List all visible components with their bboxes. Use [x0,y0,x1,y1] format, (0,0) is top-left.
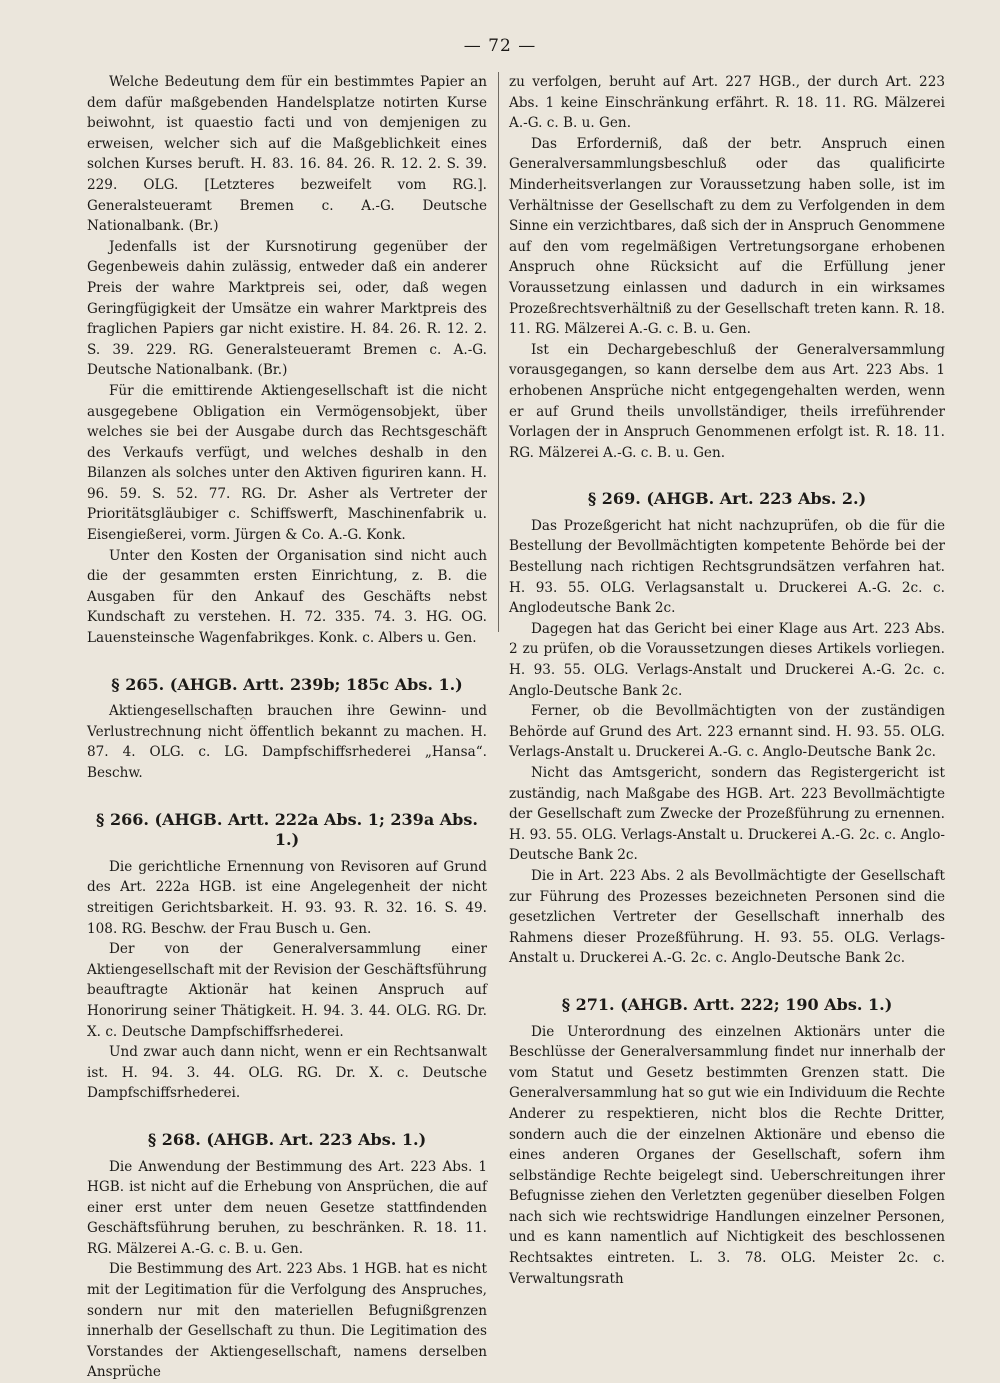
paragraph: Die in Art. 223 Abs. 2 als Bevollmächtigte der Gesellschaft zur Führung des Prozesses bezeichneten Personen sind die gesetzlichen Vertreter der Gesellschaft innerhalb des Rahmens dieser Prozeßführung. H. 93. 55. OLG. Verlags-Anstalt u. Druckerei A.-G. 2c. c. Anglo-Deutsche Bank 2c. [509,867,945,967]
paragraph: Für die emittirende Aktiengesellschaft ist die nicht ausgegebene Obligation ein Vermögensobjekt, über welches sie bei der Ausgabe durch das Rechtsgeschäft des Verkaufs verfügt, und welches deshalb in den Bilanzen als solches unter den Aktiven figuriren kann. H. 96. 59. S. 52. 77. RG. Dr. Asher als Vertreter der Prioritätsgläubiger c. Schiffswerft, Maschinenfabrik u. Eisengießerei, vorm. Jürgen & Co. A.-G. Konk. [87,382,487,544]
paragraph: Ist ein Dechargebeschluß der Generalversammlung vorausgegangen, so kann derselbe dem aus Art. 223 Abs. 1 erhobenen Ansprüche nicht entgegengehalten werden, wenn er auf Grund theils unvollständiger, theils irreführender Vorlagen der in Anspruch Genommenen erfolgt ist. R. 18. 11. RG. Mälzerei A.-G. c. B. u. Gen. [509,341,945,461]
paragraph: Und zwar auch dann nicht, wenn er ein Rechtsanwalt ist. H. 94. 3. 44. OLG. RG. Dr. X. c. Deutsche Dampfschiffsrhederei. [87,1044,487,1102]
paragraph: Der von der Generalversammlung einer Aktiengesellschaft mit der Revision der Geschäftsführung beauftragte Aktionär hat keinen Anspruch auf Honorirung seiner Thätigkeit. H. 94. 3. 44. OLG. RG. Dr. X. c. Deutsche Dampfschiffsrhederei. [87,941,487,1040]
column-divider [498,72,499,632]
left-column [87,72,487,1383]
paragraph: Jedenfalls ist der Kursnotirung gegenüber der Gegenbeweis dahin zulässig, entweder daß ein anderer Preis der wahre Marktpreis sei, oder, daß wegen Geringfügigkeit der Umsätze ein wahrer Marktpreis des fraglichen Papiers gar nicht existire. H. 84. 26. R. 12. 2. S. 39. 229. RG. Generalsteueramt Bremen c. A.-G. Deutsche Nationalbank. (Br.) [87,238,487,379]
paragraph: Welche Bedeutung dem für ein bestimmtes Papier an dem dafür maßgebenden Handelsplatze notirten Kurse beiwohnt, ist quaestio facti und von demjenigen zu erweisen, welcher sich auf die Maßgeblichkeit eines solchen Kurses beruft. H. 83. 16. 84. 26. R. 12. 2. S. 39. 229. OLG. [Letzteres bezweifelt vom RG.]. Generalsteueramt Bremen c. A.-G. Deutsche Nationalbank. (Br.) [87,74,487,235]
paragraph: Die Anwendung der Bestimmung des Art. 223 Abs. 1 HGB. ist nicht auf die Erhebung von Ansprüchen, die auf einer erst unter dem neuen Gesetze stattfindenden Geschäftsführung beruhen, zu beschränken. R. 18. 11. RG. Mälzerei A.-G. c. B. u. Gen. [87,1158,487,1257]
paragraph: Das Erforderniß, daß der betr. Anspruch einen Generalversammlungsbeschluß oder das qualificirte Minderheitsverlangen zur Voraussetzung haben solle, ist im Verhältnisse der Gesellschaft zu dem zu Verfolgenden in dem Sinne ein verzichtbares, daß sich der in Anspruch Genommene auf den vom regelmäßigen Vertretungsorgane erhobenen Anspruch ohne Rücksicht auf die Erfüllung jener Voraussetzung einlassen und dadurch in ein wirksames Prozeßrechtsverhältniß zu der Gesellschaft treten kann. R. 18. 11. RG. Mälzerei A.-G. c. B. u. Gen. [509,135,945,338]
section-heading-266: § 266. (AHGB. Artt. 222a Abs. 1; 239a Abs. 1.) [96,809,478,850]
paragraph: zu verfolgen, beruht auf Art. 227 HGB., der durch Art. 223 Abs. 1 keine Einschränkung erfährt. R. 18. 11. RG. Mälzerei A.-G. c. B. u. Gen. [509,74,945,132]
paragraph: Nicht das Amtsgericht, sondern das Registergericht ist zuständig, nach Maßgabe des HGB. Art. 223 Bevollmächtigte der Gesellschaft zum Zwecke der Prozeßführung zu ernennen. H. 93. 55. OLG. Verlags-Anstalt u. Druckerei A.-G. 2c. c. Anglo-Deutsche Bank 2c. [509,765,945,864]
paragraph: Die gerichtliche Ernennung von Revisoren auf Grund des Art. 222a HGB. ist eine Angelegenheit der nicht streitigen Gerichtsbarkeit. H. 93. 93. R. 32. 16. S. 49. 108. RG. Beschw. der Frau Busch u. Gen. [87,858,487,937]
paragraph: Das Prozeßgericht hat nicht nachzuprüfen, ob die für die Bestellung der Bevollmächtigten kompetente Behörde bei der Bestellung nach richtigen Rechtsgrundsätzen verfahren hat. H. 93. 55. OLG. Verlagsanstalt u. Druckerei A.-G. 2c. c. Anglodeutsche Bank 2c. [509,517,945,617]
paragraph: Dagegen hat das Gericht bei einer Klage aus Art. 223 Abs. 2 zu prüfen, ob die Voraussetzungen dieses Artikels vorliegen. H. 93. 55. OLG. Verlags-Anstalt und Druckerei A.-G. 2c. c. Anglo-Deutsche Bank 2c. [509,620,945,699]
section-heading-268: § 268. (AHGB. Art. 223 Abs. 1.) [147,1129,427,1149]
paragraph: Ferner, ob die Bevollmächtigten von der zuständigen Behörde auf Grund des Art. 223 ernannt sind. H. 93. 55. OLG. Verlags-Anstalt u. Druckerei A.-G. c. Anglo-Deutsche Bank 2c. [509,703,945,761]
right-column [509,72,945,1289]
section-heading-265: § 265. (AHGB. Artt. 239b; 185c Abs. 1.) [111,674,463,694]
paragraph: Die Bestimmung des Art. 223 Abs. 1 HGB. hat es nicht mit der Legitimation für die Verfolgung des Anspruches, sondern nur mit den materiellen Befugnißgrenzen innerhalb der Gesellschaft zu thun. Die Legitimation des Vorstandes der Aktiengesellschaft, namens derselben Ansprüche [87,1261,487,1381]
page-number: — 72 — [463,36,537,56]
caret-mark-icon: ^ [239,716,248,727]
paragraph: Unter den Kosten der Organisation sind nicht auch die der gesammten ersten Einrichtung, z. B. die Ausgaben für den Ankauf des Geschäfts nebst Kundschaft zu verstehen. H. 72. 335. 74. 3. HG. OG. Lauensteinsche Wagenfabrikges. Konk. c. Albers u. Gen. [87,547,487,647]
section-heading-271: § 271. (AHGB. Artt. 222; 190 Abs. 1.) [561,994,893,1014]
section-heading-269: § 269. (AHGB. Art. 223 Abs. 2.) [587,489,867,509]
paragraph: Aktiengesellschaften brauchen ihre Gewinn- und Verlustrechnung nicht öffentlich bekannt zu machen. H. 87. 4. OLG. c. LG. Dampfschiffsrhederei „Hansa“. Beschw. [87,703,487,781]
paragraph: Die Unterordnung des einzelnen Aktionärs unter die Beschlüsse der Generalversammlung findet nur innerhalb der vom Statut und Gesetz bestimmten Grenzen statt. Die Generalversammlung hat so gut wie ein Individuum die Rechte Anderer zu respektieren, nicht blos die Rechte Dritter, sondern auch die der einzelnen Aktionäre und ebenso die eines anderen Organes der Gesellschaft, sofern ihm selbständige Rechte beigelegt sind. Ueberschreitungen ihrer Befugnisse ziehen den Verletzten gegenüber dieselben Folgen nach sich wie rechtswidrige Handlungen einzelner Personen, und es kann namentlich auf Nichtigkeit des beschlossenen Rechtsaktes eintreten. L. 3. 78. OLG. Meister 2c. c. Verwaltungsrath [509,1023,945,1287]
